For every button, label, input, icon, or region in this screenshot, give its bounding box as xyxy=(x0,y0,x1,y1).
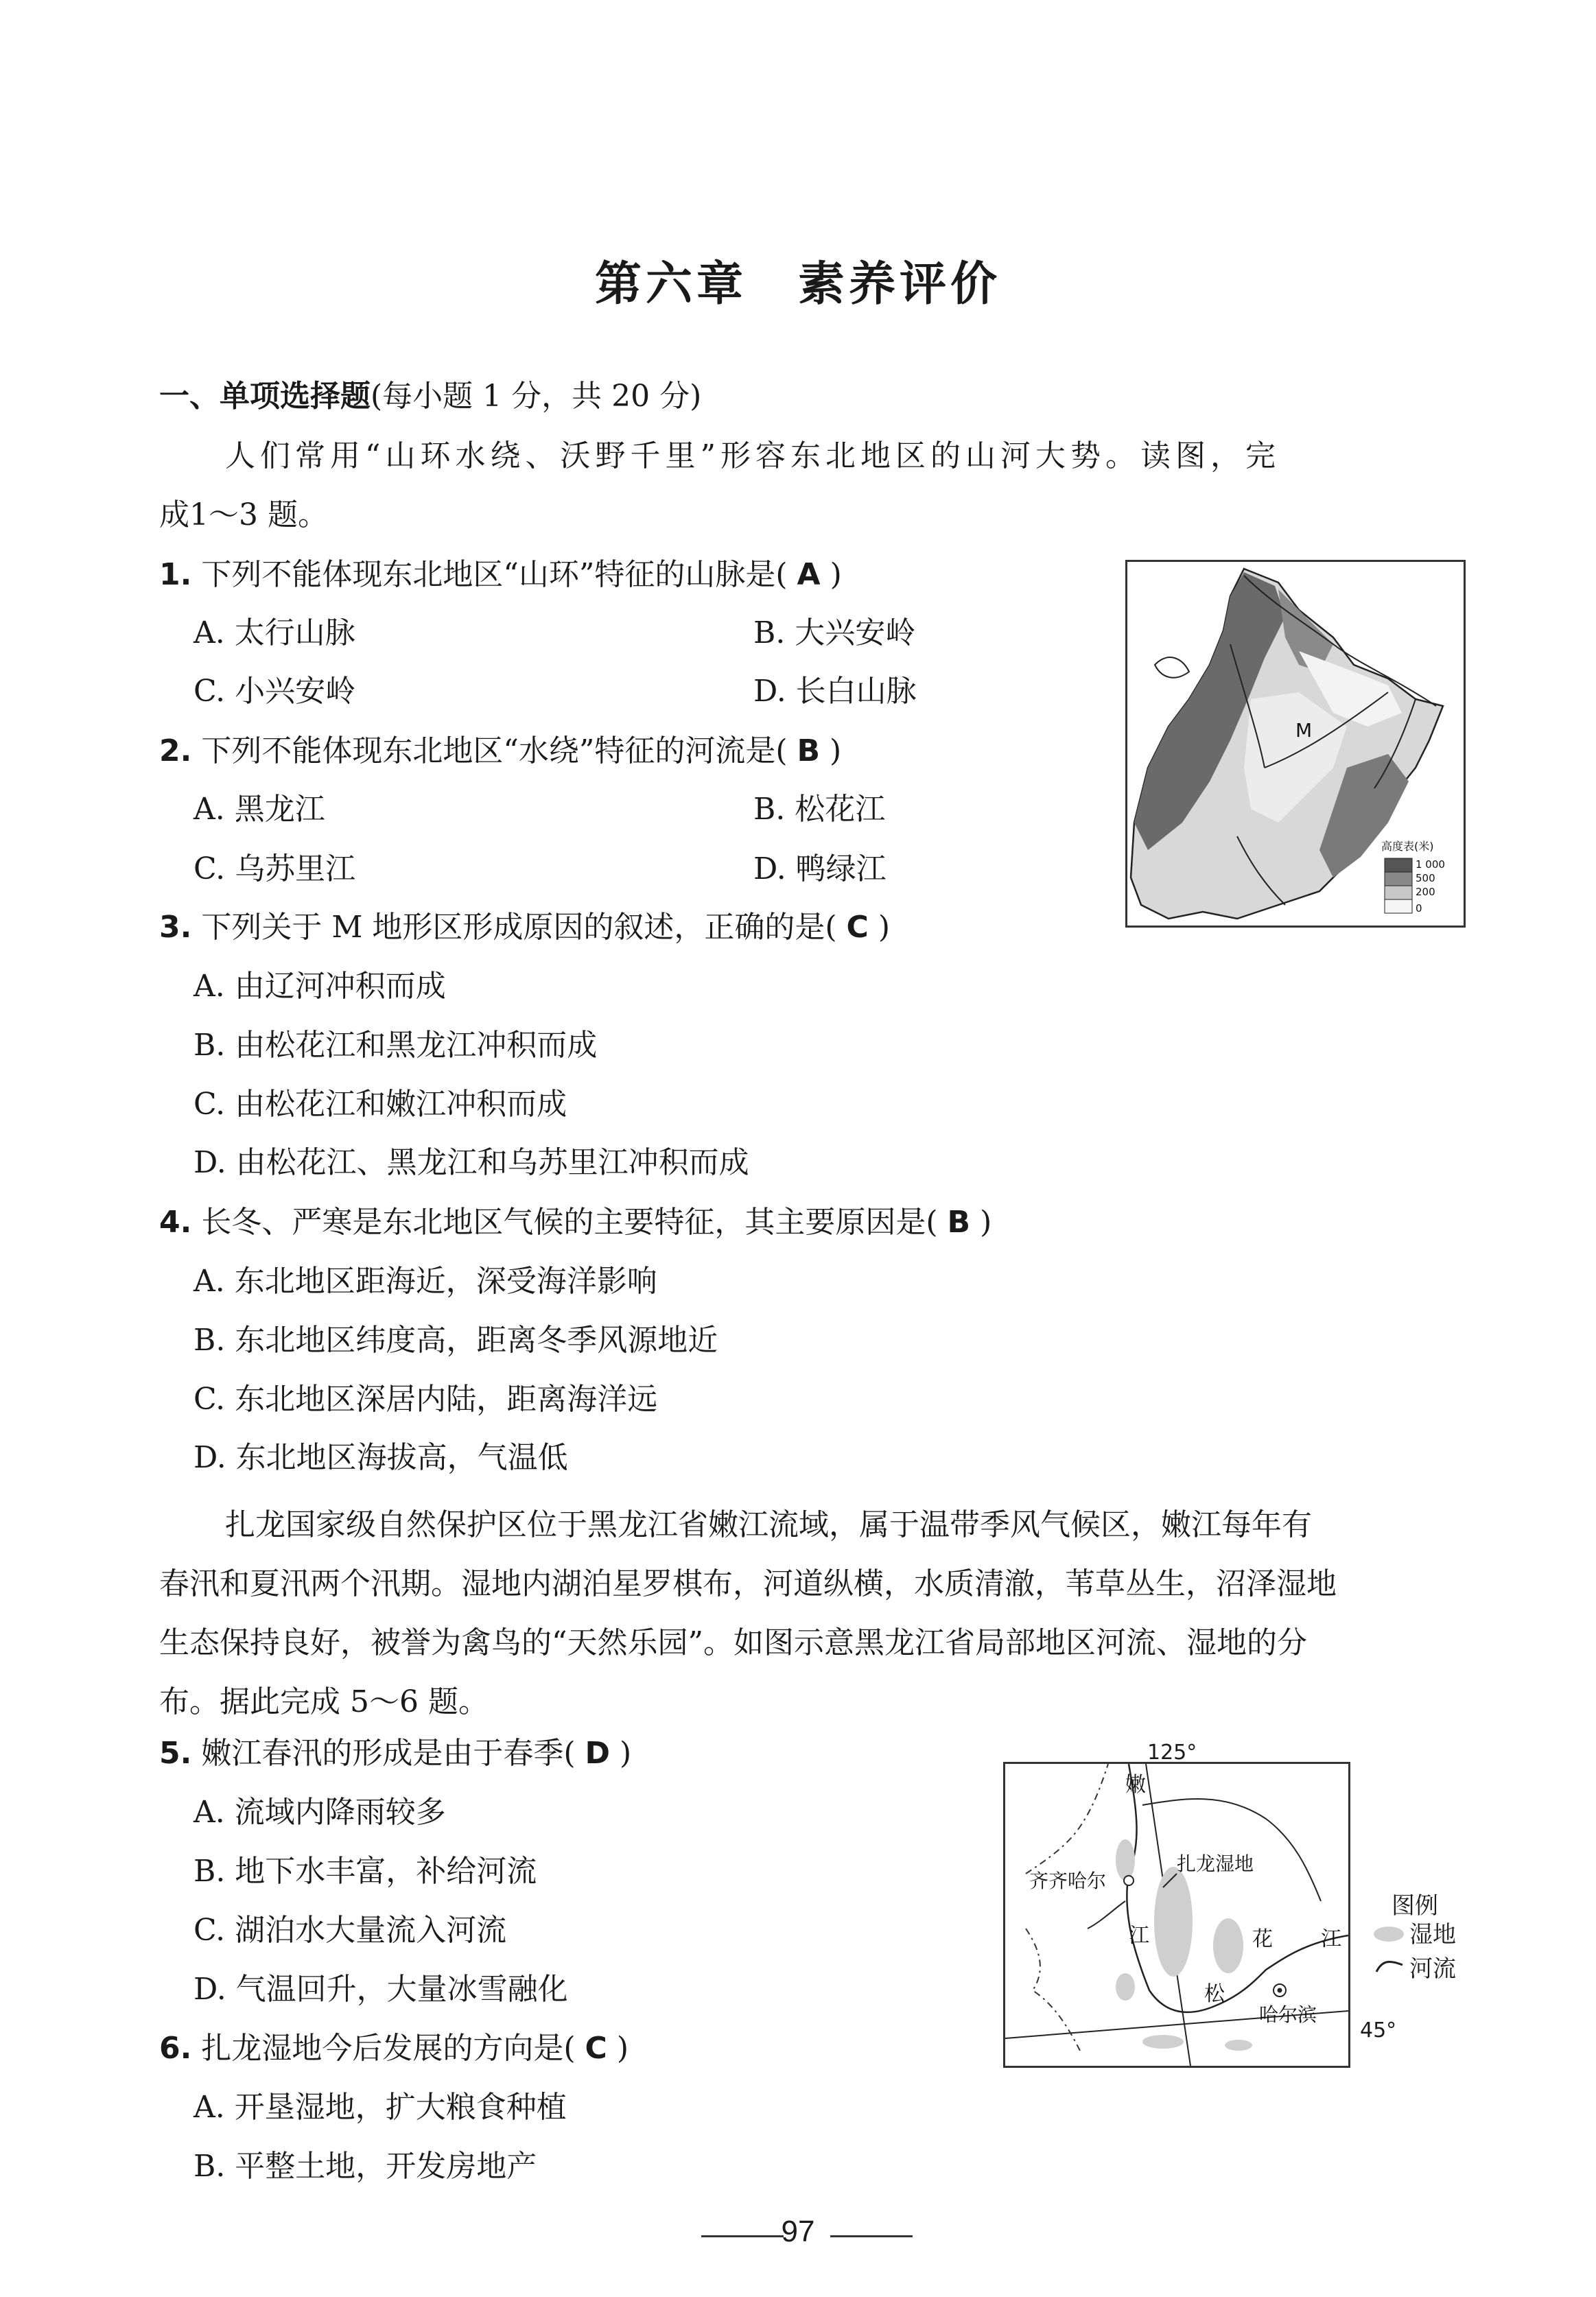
wetland-patch xyxy=(1154,1867,1193,1977)
option: A. 由辽河冲积而成 xyxy=(193,969,446,1004)
question-stem: 下列不能体现东北地区“山环”特征的山脉是( xyxy=(201,557,788,592)
wetland-patch xyxy=(1116,1839,1135,1881)
option: A. 太行山脉 xyxy=(193,615,355,650)
label-zhalong: 扎龙湿地 xyxy=(1177,1852,1254,1875)
legend-swatch-200 xyxy=(1385,886,1412,899)
answer-mark: D xyxy=(585,1736,611,1771)
option: C. 湖泊水大量流入河流 xyxy=(193,1913,507,1948)
intro-line: 人们常用“山环水绕、沃野千里”形容东北地区的山河大势。读图，完 xyxy=(225,438,1280,473)
question-number: 4. xyxy=(159,1205,192,1240)
legend-value: 500 xyxy=(1416,872,1435,884)
map-label-m: M xyxy=(1295,719,1313,742)
question-number: 6. xyxy=(159,2031,192,2066)
question-2 xyxy=(159,731,841,772)
page-title: 第六章 素养评价 xyxy=(594,257,1001,311)
option: C. 乌苏里江 xyxy=(193,851,356,886)
question-stem: 嫩江春汛的形成是由于春季( xyxy=(201,1736,576,1771)
wetland-legend-title: 图例 xyxy=(1392,1892,1438,1920)
wetland-patch xyxy=(1116,1973,1135,2001)
page-number-rule-right xyxy=(830,2235,913,2237)
section-heading xyxy=(159,376,701,417)
latitude-label: 45° xyxy=(1360,2018,1397,2042)
page-number: 97 xyxy=(781,2215,815,2248)
option: A. 东北地区距海近，深受海洋影响 xyxy=(193,1264,657,1299)
question-close: ) xyxy=(830,733,842,768)
label-hua: 花 xyxy=(1252,1927,1273,1951)
label-song: 松 xyxy=(1204,1982,1225,2006)
intro-line: 生态保持良好，被誉为禽鸟的“天然乐园”。如图示意黑龙江省局部地区河流、湿地的分 xyxy=(159,1625,1307,1660)
legend-wetland-swatch xyxy=(1374,1927,1404,1942)
question-stem: 下列关于 M 地形区形成原因的叙述，正确的是( xyxy=(201,910,837,945)
question-6 xyxy=(159,2028,629,2069)
legend-swatch-0 xyxy=(1385,899,1412,913)
intro-passage-1 xyxy=(159,427,1456,545)
question-4 xyxy=(159,1202,991,1243)
answer-mark: B xyxy=(947,1205,971,1240)
answer-mark: C xyxy=(846,910,869,945)
option: B. 大兴安岭 xyxy=(753,615,916,650)
legend-value: 0 xyxy=(1416,902,1422,915)
wetland-patch xyxy=(1142,2035,1184,2049)
legend-title: 高度表(米) xyxy=(1381,840,1434,853)
question-close: ) xyxy=(878,910,891,945)
question-number: 5. xyxy=(159,1736,192,1771)
city-harbin-dot xyxy=(1278,1988,1282,1993)
option: B. 地下水丰富，补给河流 xyxy=(193,1854,537,1889)
legend-swatch-500 xyxy=(1385,872,1412,886)
option: B. 东北地区纬度高，距离冬季风源地近 xyxy=(193,1323,718,1358)
legend-wetland-label: 湿地 xyxy=(1409,1921,1456,1948)
label-jiang-2: 江 xyxy=(1321,1927,1341,1951)
longitude-label: 125° xyxy=(1147,1741,1197,1765)
option: B. 松花江 xyxy=(753,792,886,827)
legend-value: 1 000 xyxy=(1416,858,1445,871)
option: D. 气温回升，大量冰雪融化 xyxy=(193,1972,568,2007)
section-note: (每小题 1 分，共 20 分) xyxy=(371,379,702,414)
answer-mark: B xyxy=(797,733,821,768)
section-label: 一、单项选择题 xyxy=(159,379,371,414)
question-number: 3. xyxy=(159,910,192,945)
option: B. 平整土地，开发房地产 xyxy=(193,2149,537,2184)
intro-line: 成1～3 题。 xyxy=(159,497,328,532)
northeast-relief-map xyxy=(1125,560,1466,928)
legend-river-icon xyxy=(1374,1955,1405,1976)
answer-mark: A xyxy=(797,557,821,592)
option: D. 长白山脉 xyxy=(753,674,917,709)
option: A. 流域内降雨较多 xyxy=(193,1795,446,1830)
option: D. 由松花江、黑龙江和乌苏里江冲积而成 xyxy=(193,1145,749,1180)
option: B. 由松花江和黑龙江冲积而成 xyxy=(193,1028,598,1063)
wetland-map-svg xyxy=(1005,1764,1348,2066)
intro-line: 扎龙国家级自然保护区位于黑龙江省嫩江流域，属于温带季风气候区，嫩江每年有 xyxy=(225,1507,1312,1542)
answer-mark: C xyxy=(585,2031,607,2066)
option: C. 东北地区深居内陆，距离海洋远 xyxy=(193,1382,658,1417)
label-jiang-1: 江 xyxy=(1129,1924,1149,1948)
option: A. 开垦湿地，扩大粮食种植 xyxy=(193,2090,567,2125)
zhalong-wetland-map xyxy=(1003,1762,1350,2068)
legend-swatch-1000 xyxy=(1385,858,1412,872)
wetland-patch xyxy=(1225,2040,1252,2051)
option: C. 小兴安岭 xyxy=(193,674,356,709)
question-number: 2. xyxy=(159,733,192,768)
option: D. 东北地区海拔高，气温低 xyxy=(193,1440,568,1475)
question-close: ) xyxy=(620,1736,632,1771)
legend-river-label: 河流 xyxy=(1409,1955,1456,1983)
question-3 xyxy=(159,907,890,948)
question-stem: 扎龙湿地今后发展的方向是( xyxy=(201,2031,576,2066)
question-close: ) xyxy=(830,557,842,592)
relief-map-svg xyxy=(1127,562,1464,926)
legend-value: 200 xyxy=(1416,886,1435,898)
question-1 xyxy=(159,554,842,596)
intro-line: 布。据此完成 5～6 题。 xyxy=(159,1684,489,1719)
question-5 xyxy=(159,1733,631,1774)
wetland-patch xyxy=(1213,1918,1243,1973)
option: C. 由松花江和嫩江冲积而成 xyxy=(193,1087,567,1122)
option: D. 鸭绿江 xyxy=(753,851,887,886)
question-close: ) xyxy=(616,2031,629,2066)
label-qiqihar: 齐齐哈尔 xyxy=(1029,1870,1107,1892)
city-qiqihar-marker xyxy=(1124,1876,1134,1885)
question-number: 1. xyxy=(159,557,192,592)
question-close: ) xyxy=(980,1205,992,1240)
intro-line: 春汛和夏汛两个汛期。湿地内湖泊星罗棋布，河道纵横，水质清澈，苇草丛生，沼泽湿地 xyxy=(159,1566,1337,1601)
intro-passage-2 xyxy=(159,1496,1456,1732)
option: A. 黑龙江 xyxy=(193,792,325,827)
label-nen: 嫩 xyxy=(1125,1773,1146,1797)
label-harbin: 哈尔滨 xyxy=(1259,2003,1317,2026)
question-stem: 下列不能体现东北地区“水绕”特征的河流是( xyxy=(201,733,788,768)
question-stem: 长冬、严寒是东北地区气候的主要特征，其主要原因是( xyxy=(201,1205,938,1240)
